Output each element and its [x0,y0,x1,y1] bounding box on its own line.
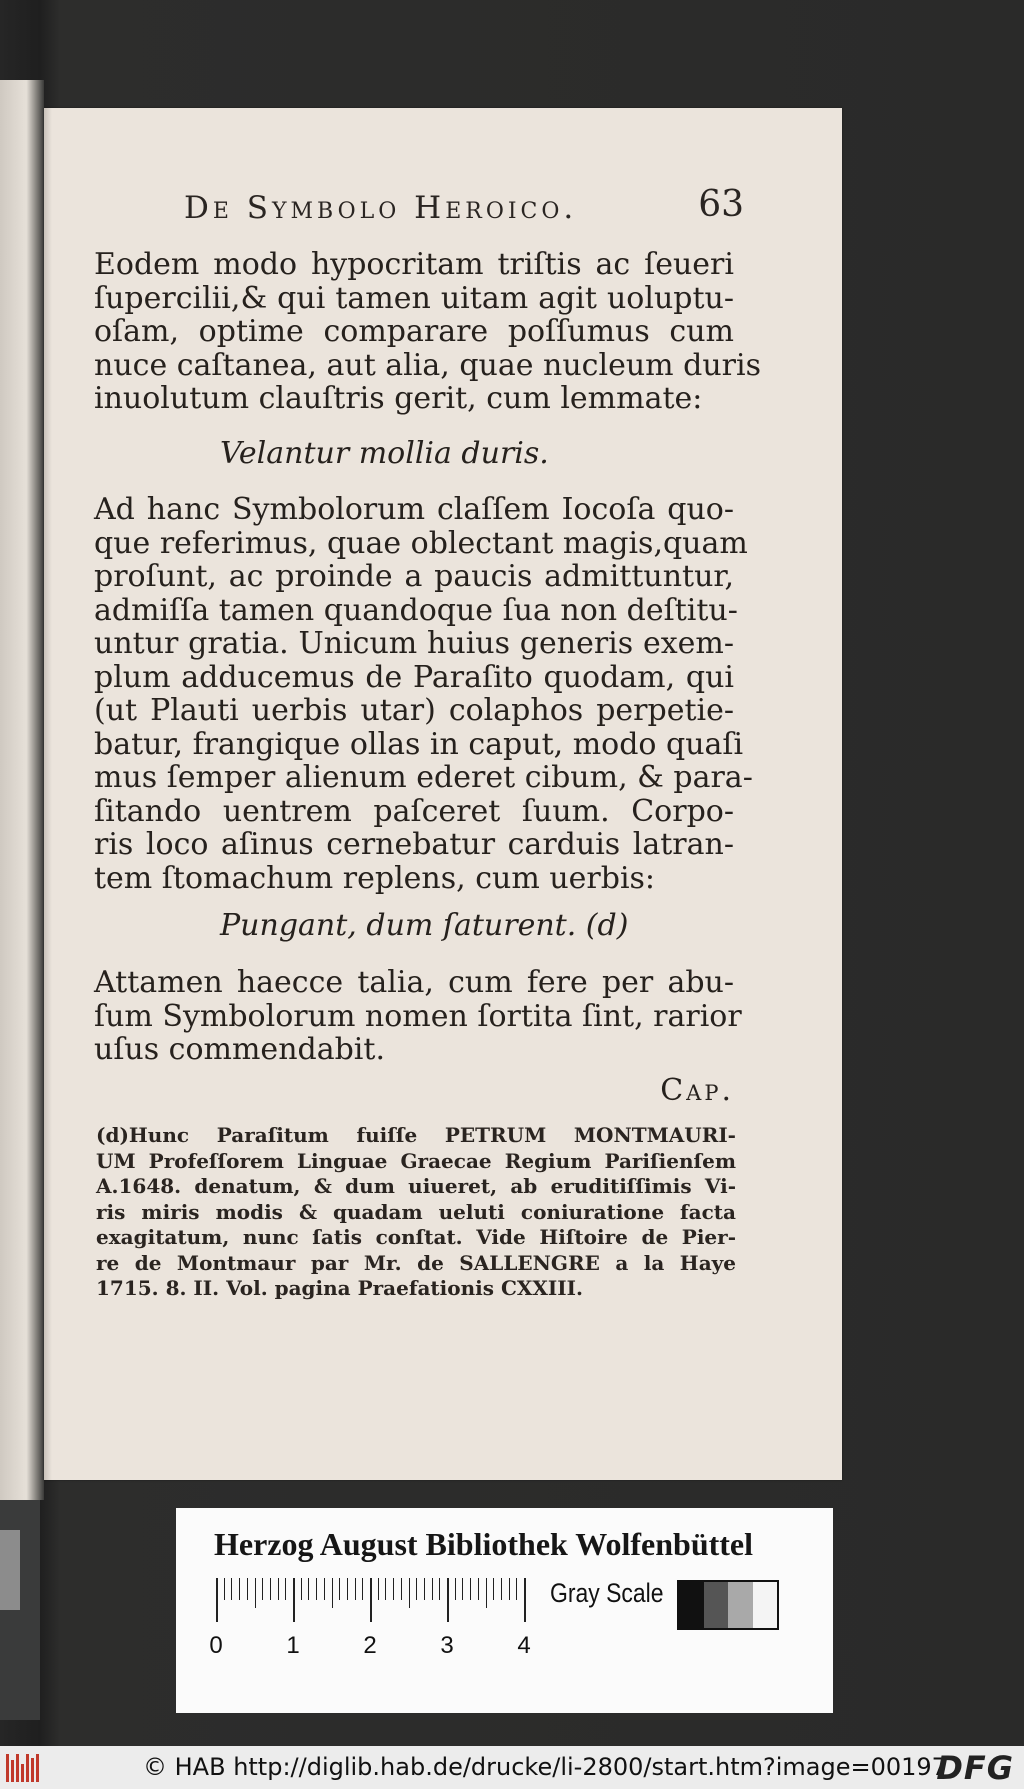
ruler-tick [316,1578,317,1600]
swatch-black [679,1582,704,1628]
ruler-tick [501,1578,502,1600]
text-line: nuce caſtanea, aut alia, quae nucleum duris [94,347,761,383]
running-title: De Symbolo Heroico. [184,190,578,226]
shelf-label [0,1530,20,1610]
ruler-tick [324,1578,325,1600]
ruler-tick [347,1578,348,1600]
ruler-tick [409,1578,410,1608]
ruler-tick [216,1578,218,1622]
scale-digit: 0 [209,1632,223,1659]
paragraph-2 [94,492,753,896]
ruler-tick [262,1578,263,1600]
ruler-tick [439,1578,440,1600]
book-page [44,108,842,1480]
text-line: admiſſa tamen quandoque ſua non deſtitu- [94,592,738,628]
ruler-tick [278,1578,279,1600]
text-line: plum adducemus de Paraſito quodam, qui [94,659,734,695]
ruler-tick [285,1578,286,1600]
catchword: Cap. [660,1073,734,1108]
source-url[interactable]: © HAB http://diglib.hab.de/drucke/li-2800/start.htm?image=00197 [143,1753,947,1781]
footnote-line: 1715. 8. II. Vol. pagina Praefationis CXXIII. [96,1276,583,1300]
text-line: ſitando uentrem paſceret ſuum. Corpo- [94,793,734,829]
footnote-line: (d)Hunc Paraſitum fuiſſe PETRUM MONTMAURI- [96,1123,736,1147]
motto-text: Pungant, dum ſaturent. (d) [220,908,629,943]
running-head [184,184,744,236]
hab-barcode-icon [6,1754,46,1782]
ruler-tick [516,1578,517,1600]
ruler-tick [339,1578,340,1600]
ruler-tick [509,1578,510,1600]
ruler-tick [362,1578,363,1600]
scale-digit: 4 [517,1632,531,1659]
color-scale-card [176,1508,833,1713]
paragraph-3 [94,965,742,1067]
scale-ruler [216,1578,526,1634]
text-line: inuolutum clauſtris gerit, cum lemmate: [94,381,703,416]
library-name: Herzog August Bibliothek Wolfenbüttel [214,1526,754,1562]
text-line: uſus commendabit. [94,1032,385,1067]
ruler-tick [462,1578,463,1600]
text-line: (ut Plauti uerbis utar) colaphos perpetie- [94,693,734,728]
text-line: Eodem modo hypocritam triſtis ac ſeueri [94,247,734,282]
ruler-tick [470,1578,471,1600]
ruler-tick [493,1578,494,1600]
text-line: que referimus, quae oblectant magis,quam [94,525,748,561]
footnote-line: exagitatum, nunc ſatis conſtat. Vide Hiſtoire de Pier- [96,1225,736,1249]
motto-2 [220,908,640,943]
text-line: ſum Symbolorum nomen ſortita ſint, rarior [94,998,742,1034]
ruler-tick [486,1578,487,1608]
footnote [96,1123,736,1302]
footnote-line: re de Montmaur par Mr. de SALLENGRE a la Haye [96,1250,736,1275]
footnote-line: UM Profeſſorem Linguae Graecae Regium Pariſienſem [96,1148,736,1173]
ruler-tick [224,1578,225,1600]
page-gutter [44,108,52,1480]
swatch-light-gray [728,1582,753,1628]
ruler-tick [447,1578,449,1622]
text-line: ris loco aſinus cernebatur carduis latran- [94,827,734,862]
ruler-tick [455,1578,456,1600]
ruler-tick [301,1578,302,1600]
gray-scale-label: Gray Scale [550,1578,664,1608]
text-line: batur, frangique ollas in caput, modo quaſi [94,726,744,762]
ruler-tick [239,1578,240,1600]
ruler-tick [378,1578,379,1600]
ruler-tick [231,1578,232,1600]
swatch-white [753,1582,778,1628]
text-line: proſunt, ac proinde a paucis admittuntur, [94,559,734,594]
footer-bar [0,1746,1024,1789]
scale-digit: 3 [440,1632,454,1659]
ruler-tick [308,1578,309,1600]
ruler-tick [270,1578,271,1600]
ruler-tick [416,1578,417,1600]
ruler-tick [385,1578,386,1600]
text-line: oſam, optime comparare poſſumus cum [94,314,734,349]
ruler-tick [247,1578,248,1600]
motto-1 [220,436,620,471]
text-line: ſupercilii,& qui tamen uitam agit uoluptu- [94,280,734,316]
paragraph-1 [94,247,761,416]
ruler-tick [355,1578,356,1600]
swatch-dark-gray [704,1582,729,1628]
gray-swatches [677,1580,779,1630]
ruler-tick [332,1578,333,1608]
scale-digit: 1 [286,1632,300,1659]
ruler-tick [401,1578,402,1600]
ruler-tick [370,1578,372,1622]
dfg-logo: DFG [936,1749,1014,1787]
footnote-line: ris miris modis & quadam ueluti coniuratione facta [96,1199,736,1224]
footnote-line: A.1648. denatum, & dum uiueret, ab eruditiſſimis Vi- [96,1174,736,1198]
scale-digit: 2 [363,1632,377,1659]
page-number: 63 [698,184,744,225]
book-spine [0,80,44,1500]
ruler-tick [255,1578,256,1608]
motto-text: Velantur mollia duris. [220,436,549,471]
ruler-tick [293,1578,295,1622]
ruler-tick [393,1578,394,1600]
text-line: untur gratia. Unicum huius generis exem- [94,626,734,661]
ruler-tick [424,1578,425,1600]
text-line: mus ſemper alienum ederet cibum, & para- [94,760,753,795]
ruler-tick [478,1578,479,1600]
text-line: Ad hanc Symbolorum claſſem Iocoſa quo- [94,492,734,527]
text-line: Attamen haecce talia, cum fere per abu- [94,965,734,1000]
ruler-tick [432,1578,433,1600]
text-line: tem ſtomachum replens, cum uerbis: [94,860,656,896]
ruler-tick [524,1578,526,1622]
